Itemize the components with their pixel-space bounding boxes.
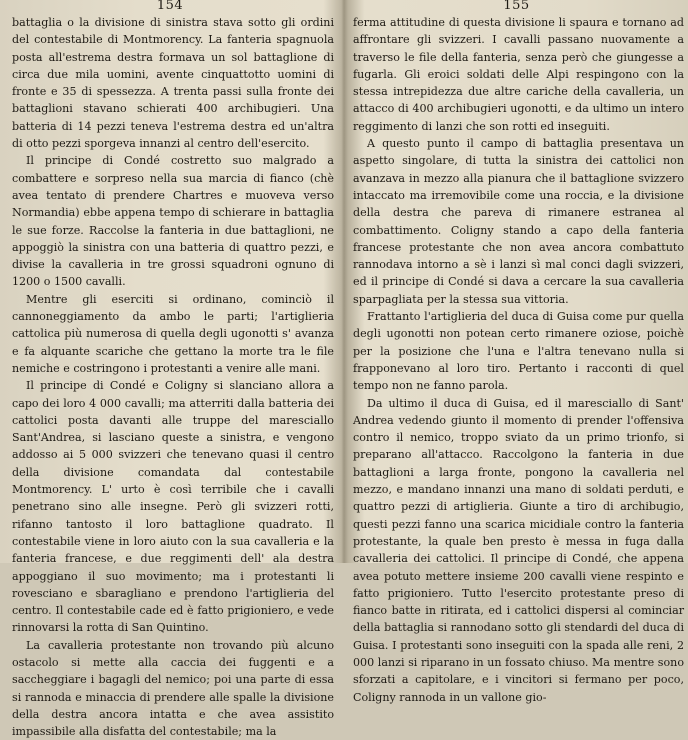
paragraph: A questo punto il campo di battaglia presentava un aspetto singolare, di tutta la sinistra dei cattolici non avanzava in mezzo alla pianura che il battaglione svizzero intaccato ma irremovibile come una roccia, e la divisione della destra che pareva di rimanere estranea al combattimento. Coligny stando a capo della fanteria francese protestante che non avea ancora combattuto rannodava intorno a sè i lanzi sì mal conci dagli svizzeri, ed il principe di Condé si dava a cercare la sua cavalleria sparpagliata per la stessa sua vittoria.: [353, 137, 684, 306]
paragraph: Il principe di Condé e Coligny si slanciano allora a capo dei loro 4 000 cavalli; ma atterriti dalla batteria dei cattolici posta davanti alle truppe del maresciallo Sant'Andrea, si lasciano queste a sinistra, e vengono addosso ai 5 000 svizzeri che tenevano quasi il centro della divisione comandata dal contestabile Montmorency. L' urto è così terribile che i cavalli penetrano sino alle insegne. Però gli svizzeri rotti, rifanno tantosto il loro battaglione quadrato. Il contestabile viene in loro aiuto con la sua cavalleria e la fanteria francese, e due reggimenti dell' ala destra appoggiano il suo movimento; ma i protestanti li rovesciano e sbaragliano e prendono l'artiglieria del centro. Il contestabile cade ed è fatto prigioniero, e vede rinnovarsi la rotta di San Quintino.: [12, 379, 334, 635]
paragraph: Da ultimo il duca di Guisa, ed il maresciallo di Sant' Andrea vedendo giunto il momento di prender l'offensiva contro il nemico, troppo sviato da un primo trionfo, si preparano all'attacco. Raccolgono la fanteria in due battaglioni a larga fronte, pongono la cavalleria nel mezzo, e mandano innanzi una mano di soldati perduti, e quattro pezzi di artiglieria. Giunte a tiro di archibugio, questi pezzi fanno una scarica micidiale contro la fanteria protestante, la quale ben presto è messa in fuga dalla cavalleria dei cattolici. Il principe di Condé, che appena avea potuto mettere insieme 200 cavalli viene respinto e fatto prigioniero. Tutto l'esercito protestante preso di fianco batte in ritirata, ed i cattolici dispersi al cominciar della battaglia si rannodano sotto gli stendardi del duca di Guisa. I protestanti sono inseguiti con la spada alle reni, 2 000 lanzi si riparano in un fossato chiuso. Ma mentre sono sforzati a capitolare, e i vincitori si fermano per poco, Coligny rannoda in un vallone gio-: [353, 396, 684, 704]
left-page: [0, 0, 340, 739]
right-page: [345, 0, 688, 704]
page-number: 155: [503, 0, 530, 13]
paragraph: Frattanto l'artiglieria del duca di Guisa come pur quella degli ugonotti non potean certo rimanere oziose, poichè per la posizione che l'una e l'altra tenevano nulla si frapponevano al loro tiro. Pertanto i racconti di quel tempo non ne fanno parola.: [353, 310, 684, 393]
paragraph: La cavalleria protestante non trovando più alcuno ostacolo si mette alla caccia dei fuggenti e a saccheggiare i bagagli del nemico; poi una parte di essa si rannoda e minaccia di prendere alle spalle la divisione della destra ancora intatta e che avea assistito impassibile alla disfatta del contestabile; ma la: [12, 638, 334, 739]
paragraph: Mentre gli eserciti si ordinano, cominciò il cannoneggiamento da ambo le parti; l'artiglieria cattolica più numerosa di quella degli ugonotti s' avanza e fa alquante scariche che gettano la morte tra le file nemiche e costringono i protestanti a venire alle mani.: [12, 292, 334, 375]
paragraph: ferma attitudine di questa divisione li spaura e tornano ad affrontare gli svizzeri. I cavalli passano nuovamente a traverso le file della fanteria, senza però che giungesse a fugarla. Gli eroici soldati delle Alpi respingono con la stessa intrepidezza due altre cariche della cavalleria, un attacco di 400 archibugieri ugonotti, e da ultimo un intero reggimento di lanzi che son rotti ed inseguiti.: [353, 16, 684, 133]
page-body: [0, 14, 340, 740]
page-body: [345, 14, 688, 706]
paragraph: battaglia o la divisione di sinistra stava sotto gli ordini del contestabile di Montmorency. La fanteria spagnuola posta all'estrema destra formava un sol battaglione di circa due mila uomini, avente cinquattotto uomini di fronte e 35 di spessezza. A trenta passi sulla fronte dei battaglioni stavano schierati 400 archibugieri. Una batteria di 14 pezzi teneva l'estrema destra ed un'altra di otto pezzi sporgeva innanzi al centro dell'esercito.: [12, 16, 334, 151]
paragraph: Il principe di Condé costretto suo malgrado a combattere e sorpreso nella sua marcia di fianco (chè avea tentato di prendere Chartres e muoveva verso Normandia) ebbe appena tempo di schierare in battaglia le sue forze. Raccolse la fanteria in due battaglioni, ne appoggiò la sinistra con una batteria di quattro pezzi, e divise la cavalleria in tre grossi squadroni ognuno di 1200 o 1500 cavalli.: [12, 154, 334, 289]
page-number: 154: [156, 0, 184, 13]
